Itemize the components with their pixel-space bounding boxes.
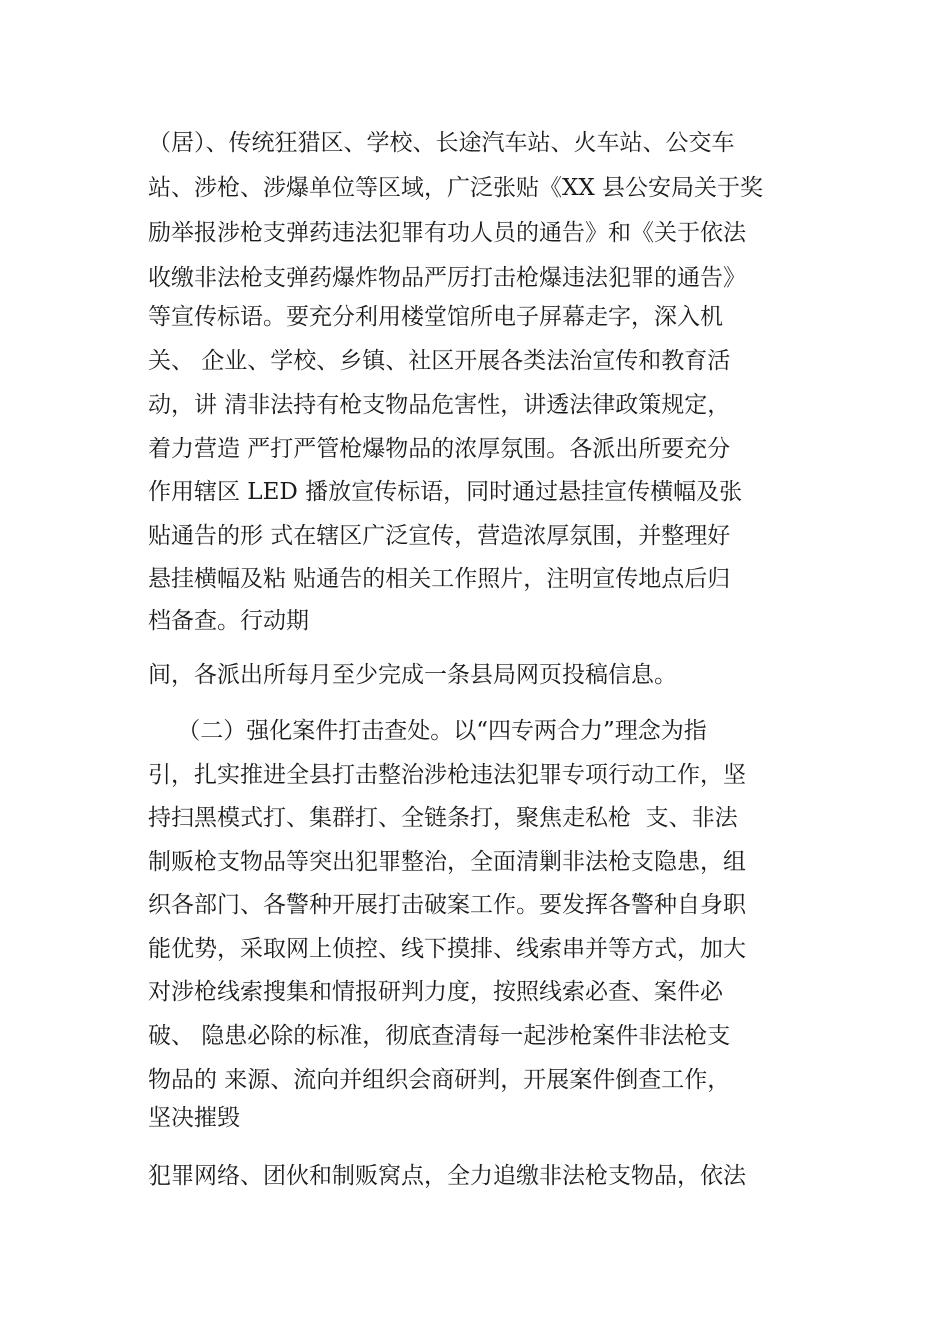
text-line: 站、涉枪、涉爆单位等区域，广泛张贴《XX 县公安局关于奖 xyxy=(148,175,764,201)
text-line: 能优势，采取网上侦控、线下摸排、线索串并等方式，加大 xyxy=(148,936,746,962)
text-line: 励举报涉枪支弹药违法犯罪有功人员的通告》和《关于依法 xyxy=(148,220,746,246)
text-line: 破、 隐患必除的标准，彻底查清每一起涉枪案件非法枪支 xyxy=(148,1023,731,1049)
text-line: 着力营造 严打严管枪爆物品的浓厚氛围。各派出所要充分 xyxy=(148,436,731,462)
text-line: 档备查。行动期 xyxy=(148,608,309,634)
text-line: 间，各派出所每月至少完成一条县局网页投稿信息。 xyxy=(148,662,677,688)
text-line: 悬挂横幅及粘 贴通告的相关工作照片，注明宣传地点后归 xyxy=(148,566,731,592)
text-line: 坚决摧毁 xyxy=(148,1105,240,1131)
paragraph-heading: （二）强化案件打击查处。以“四专两合力”理念为指 xyxy=(148,718,707,744)
text-line: 对涉枪线索搜集和情报研判力度，按照线索必查、案件必 xyxy=(148,979,723,1005)
text-line: 物品的 来源、流向并组织会商研判，开展案件倒查工作， xyxy=(148,1067,731,1093)
text-line: 关、 企业、学校、乡镇、社区开展各类法治宣传和教育活 xyxy=(148,348,731,374)
text-line: 等宣传标语。要充分利用楼堂馆所电子屏幕走字，深入机 xyxy=(148,304,723,330)
text-line: 贴通告的形 式在辖区广泛宣传，营造浓厚氛围，并整理好 xyxy=(148,523,731,549)
text-line: 动，讲 清非法持有枪支物品危害性，讲透法律政策规定， xyxy=(148,392,731,418)
text-line: 织各部门、各警种开展打击破案工作。要发挥各警种自身职 xyxy=(148,892,746,918)
text-line: （居）、传统狂猎区、学校、长途汽车站、火车站、公交车 xyxy=(148,130,735,156)
text-line: 持扫黑模式打、集群打、全链条打，聚焦走私枪 支、非法 xyxy=(148,805,738,831)
text-line: 作用辖区 LED 播放宣传标语，同时通过悬挂宣传横幅及张 xyxy=(148,479,743,505)
text-line: 犯罪网络、团伙和制贩窝点，全力追缴非法枪支物品，依法 xyxy=(148,1163,746,1189)
text-line: 收缴非法枪支弹药爆炸物品严厉打击枪爆违法犯罪的通告》 xyxy=(148,265,746,291)
text-line: 引，扎实推进全县打击整治涉枪违法犯罪专项行动工作，坚 xyxy=(148,762,746,788)
text-line: 制贩枪支物品等突出犯罪整治，全面清剿非法枪支隐患，组 xyxy=(148,849,746,875)
